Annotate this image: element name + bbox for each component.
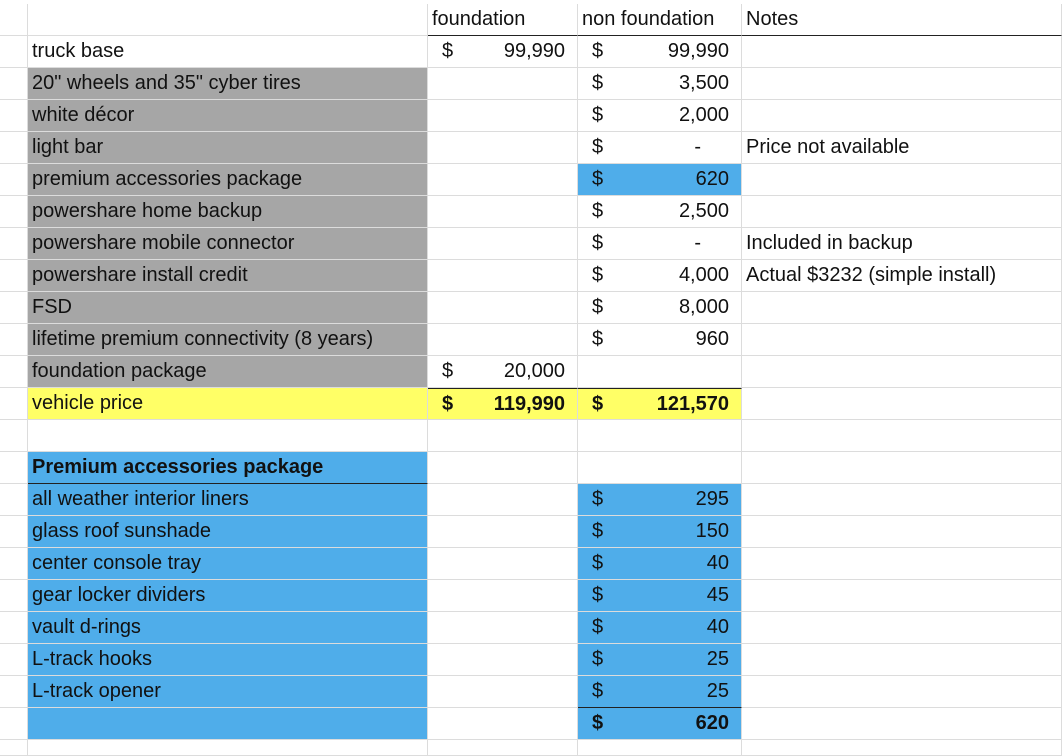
non-foundation-cell[interactable] — [578, 132, 742, 164]
accessory-row — [0, 580, 1062, 612]
non-foundation-header[interactable]: non foundation — [578, 4, 742, 36]
row-label[interactable]: foundation package — [28, 356, 428, 388]
foundation-header[interactable]: foundation — [428, 4, 578, 36]
non-foundation-value: 4,000 — [678, 264, 729, 286]
foundation-value: 20,000 — [503, 360, 565, 382]
cell[interactable] — [742, 548, 1062, 580]
non-foundation-value: - — [694, 232, 701, 254]
accessory-price-cell[interactable] — [578, 548, 742, 580]
accessory-label[interactable]: all weather interior liners — [28, 484, 428, 516]
cell[interactable] — [28, 708, 428, 740]
non-foundation-value: 620 — [695, 168, 729, 190]
row-label[interactable]: truck base — [28, 36, 428, 68]
foundation-cell[interactable] — [428, 228, 578, 260]
accessory-price: 40 — [706, 552, 729, 574]
cell[interactable] — [428, 580, 578, 612]
non-foundation-value: 8,000 — [678, 296, 729, 318]
currency-symbol: $ — [592, 136, 604, 158]
cell[interactable] — [742, 452, 1062, 484]
note-cell[interactable]: Price not available — [742, 132, 1062, 164]
table-row — [0, 228, 1062, 260]
cell[interactable] — [428, 420, 578, 452]
accessory-row — [0, 676, 1062, 708]
currency-symbol: $ — [592, 328, 604, 350]
accessory-row — [0, 516, 1062, 548]
accessories-title[interactable]: Premium accessories package — [28, 452, 428, 484]
notes-header[interactable]: Notes — [742, 4, 1062, 36]
cell[interactable] — [742, 612, 1062, 644]
currency-symbol: $ — [442, 360, 454, 382]
row-label[interactable]: light bar — [28, 132, 428, 164]
cell[interactable] — [0, 580, 28, 612]
cell[interactable] — [0, 484, 28, 516]
foundation-cell[interactable] — [428, 164, 578, 196]
note-cell[interactable] — [742, 196, 1062, 228]
accessory-price: 150 — [695, 520, 729, 542]
cell[interactable] — [28, 4, 428, 36]
row-label[interactable]: powershare mobile connector — [28, 228, 428, 260]
table-row — [0, 356, 1062, 388]
accessories-total: 620 — [695, 712, 729, 734]
cell[interactable] — [742, 580, 1062, 612]
non-foundation-cell[interactable] — [578, 36, 742, 68]
accessory-label[interactable]: glass roof sunshade — [28, 516, 428, 548]
foundation-cell[interactable] — [428, 132, 578, 164]
cell[interactable] — [742, 516, 1062, 548]
foundation-total: 119,990 — [493, 393, 565, 415]
row-label[interactable]: premium accessories package — [28, 164, 428, 196]
currency-symbol: $ — [592, 264, 604, 286]
cell[interactable] — [428, 708, 578, 740]
cell[interactable] — [428, 516, 578, 548]
foundation-cell[interactable] — [428, 36, 578, 68]
cell[interactable] — [742, 740, 1062, 756]
cell[interactable] — [428, 644, 578, 676]
row-label[interactable]: powershare home backup — [28, 196, 428, 228]
accessory-label[interactable]: L-track opener — [28, 676, 428, 708]
accessory-label[interactable]: L-track hooks — [28, 644, 428, 676]
accessory-price-cell[interactable] — [578, 644, 742, 676]
cell[interactable] — [0, 260, 28, 292]
row-label[interactable]: white décor — [28, 100, 428, 132]
accessory-price: 295 — [695, 488, 729, 510]
cell[interactable] — [578, 740, 742, 756]
accessory-price-cell[interactable] — [578, 516, 742, 548]
table-row — [0, 292, 1062, 324]
cell[interactable] — [742, 420, 1062, 452]
table-row — [0, 324, 1062, 356]
foundation-cell[interactable] — [428, 260, 578, 292]
cell[interactable] — [0, 516, 28, 548]
cell[interactable] — [428, 612, 578, 644]
accessories-total-cell[interactable] — [578, 708, 742, 740]
accessory-price-cell[interactable] — [578, 676, 742, 708]
note-cell[interactable] — [742, 356, 1062, 388]
header-row — [0, 4, 1062, 36]
cell[interactable] — [428, 548, 578, 580]
currency-symbol: $ — [592, 40, 604, 62]
cell[interactable] — [428, 484, 578, 516]
cell[interactable] — [0, 292, 28, 324]
accessory-price: 25 — [706, 680, 729, 702]
currency-symbol: $ — [592, 616, 604, 638]
cell[interactable] — [0, 36, 28, 68]
row-label[interactable]: powershare install credit — [28, 260, 428, 292]
non-foundation-cell[interactable] — [578, 68, 742, 100]
cell[interactable] — [0, 548, 28, 580]
blank-row — [0, 740, 1062, 756]
cell[interactable] — [28, 740, 428, 756]
currency-symbol: $ — [592, 520, 604, 542]
non-foundation-total-cell[interactable] — [578, 388, 742, 420]
cell[interactable] — [0, 356, 28, 388]
foundation-value: 99,990 — [503, 40, 565, 62]
row-label[interactable]: lifetime premium connectivity (8 years) — [28, 324, 428, 356]
accessory-price: 45 — [706, 584, 729, 606]
non-foundation-value: 2,000 — [678, 104, 729, 126]
non-foundation-total: 121,570 — [656, 393, 729, 415]
non-foundation-value: 2,500 — [678, 200, 729, 222]
cell[interactable] — [0, 132, 28, 164]
cell[interactable] — [0, 4, 28, 36]
cell[interactable] — [742, 708, 1062, 740]
accessory-price: 25 — [706, 648, 729, 670]
total-label[interactable]: vehicle price — [28, 388, 428, 420]
cell[interactable] — [0, 740, 28, 756]
cell[interactable] — [742, 676, 1062, 708]
currency-symbol: $ — [592, 680, 604, 702]
cell[interactable] — [0, 676, 28, 708]
cell[interactable] — [742, 484, 1062, 516]
accessories-total-row — [0, 708, 1062, 740]
foundation-cell[interactable] — [428, 100, 578, 132]
foundation-cell[interactable] — [428, 68, 578, 100]
foundation-total-cell[interactable] — [428, 388, 578, 420]
total-row — [0, 388, 1062, 420]
cell[interactable] — [742, 388, 1062, 420]
currency-symbol: $ — [442, 393, 454, 415]
non-foundation-value: 99,990 — [667, 40, 729, 62]
non-foundation-value: 3,500 — [678, 72, 729, 94]
accessory-row — [0, 644, 1062, 676]
cell[interactable] — [578, 420, 742, 452]
note-cell[interactable] — [742, 68, 1062, 100]
cell[interactable] — [0, 164, 28, 196]
currency-symbol: $ — [592, 296, 604, 318]
cell[interactable] — [0, 452, 28, 484]
non-foundation-cell[interactable] — [578, 260, 742, 292]
cell[interactable] — [0, 196, 28, 228]
cell[interactable] — [0, 388, 28, 420]
table-row — [0, 132, 1062, 164]
accessory-price-cell[interactable] — [578, 612, 742, 644]
note-cell[interactable] — [742, 36, 1062, 68]
currency-symbol: $ — [592, 393, 604, 415]
non-foundation-cell[interactable] — [578, 356, 742, 388]
currency-symbol: $ — [592, 584, 604, 606]
note-cell[interactable] — [742, 324, 1062, 356]
cell[interactable] — [742, 644, 1062, 676]
note-cell[interactable]: Included in backup — [742, 228, 1062, 260]
cell[interactable] — [428, 676, 578, 708]
note-cell[interactable]: Actual $3232 (simple install) — [742, 260, 1062, 292]
cell[interactable] — [0, 420, 28, 452]
note-cell[interactable] — [742, 292, 1062, 324]
cell[interactable] — [578, 452, 742, 484]
currency-symbol: $ — [592, 200, 604, 222]
accessory-price-cell[interactable] — [578, 580, 742, 612]
foundation-cell[interactable] — [428, 324, 578, 356]
table-row — [0, 36, 1062, 68]
accessory-row — [0, 484, 1062, 516]
table-row — [0, 196, 1062, 228]
row-label[interactable]: FSD — [28, 292, 428, 324]
accessory-row — [0, 612, 1062, 644]
accessory-label[interactable]: gear locker dividers — [28, 580, 428, 612]
table-row — [0, 68, 1062, 100]
cell[interactable] — [0, 612, 28, 644]
non-foundation-cell[interactable] — [578, 164, 742, 196]
accessory-price: 40 — [706, 616, 729, 638]
cell[interactable] — [0, 100, 28, 132]
currency-symbol: $ — [592, 168, 604, 190]
foundation-cell[interactable] — [428, 196, 578, 228]
currency-symbol: $ — [592, 648, 604, 670]
cell[interactable] — [428, 452, 578, 484]
non-foundation-cell[interactable] — [578, 324, 742, 356]
accessory-label[interactable]: center console tray — [28, 548, 428, 580]
accessory-label[interactable]: vault d-rings — [28, 612, 428, 644]
blank-row — [0, 420, 1062, 452]
cell[interactable] — [0, 68, 28, 100]
currency-symbol: $ — [592, 712, 604, 734]
cell[interactable] — [0, 228, 28, 260]
row-label[interactable]: 20" wheels and 35" cyber tires — [28, 68, 428, 100]
non-foundation-cell[interactable] — [578, 228, 742, 260]
accessory-price-cell[interactable] — [578, 484, 742, 516]
currency-symbol: $ — [442, 40, 454, 62]
foundation-cell[interactable] — [428, 356, 578, 388]
non-foundation-value: - — [694, 136, 701, 158]
note-cell[interactable] — [742, 100, 1062, 132]
currency-symbol: $ — [592, 488, 604, 510]
currency-symbol: $ — [592, 72, 604, 94]
currency-symbol: $ — [592, 104, 604, 126]
currency-symbol: $ — [592, 552, 604, 574]
non-foundation-cell[interactable] — [578, 100, 742, 132]
table-row — [0, 164, 1062, 196]
cell[interactable] — [28, 420, 428, 452]
cell[interactable] — [428, 740, 578, 756]
table-row — [0, 100, 1062, 132]
cell[interactable] — [0, 644, 28, 676]
cell[interactable] — [0, 708, 28, 740]
non-foundation-value: 960 — [695, 328, 729, 350]
foundation-cell[interactable] — [428, 292, 578, 324]
non-foundation-cell[interactable] — [578, 292, 742, 324]
table-row — [0, 260, 1062, 292]
cell[interactable] — [0, 324, 28, 356]
note-cell[interactable] — [742, 164, 1062, 196]
currency-symbol: $ — [592, 232, 604, 254]
accessories-header-row — [0, 452, 1062, 484]
non-foundation-cell[interactable] — [578, 196, 742, 228]
accessory-row — [0, 548, 1062, 580]
